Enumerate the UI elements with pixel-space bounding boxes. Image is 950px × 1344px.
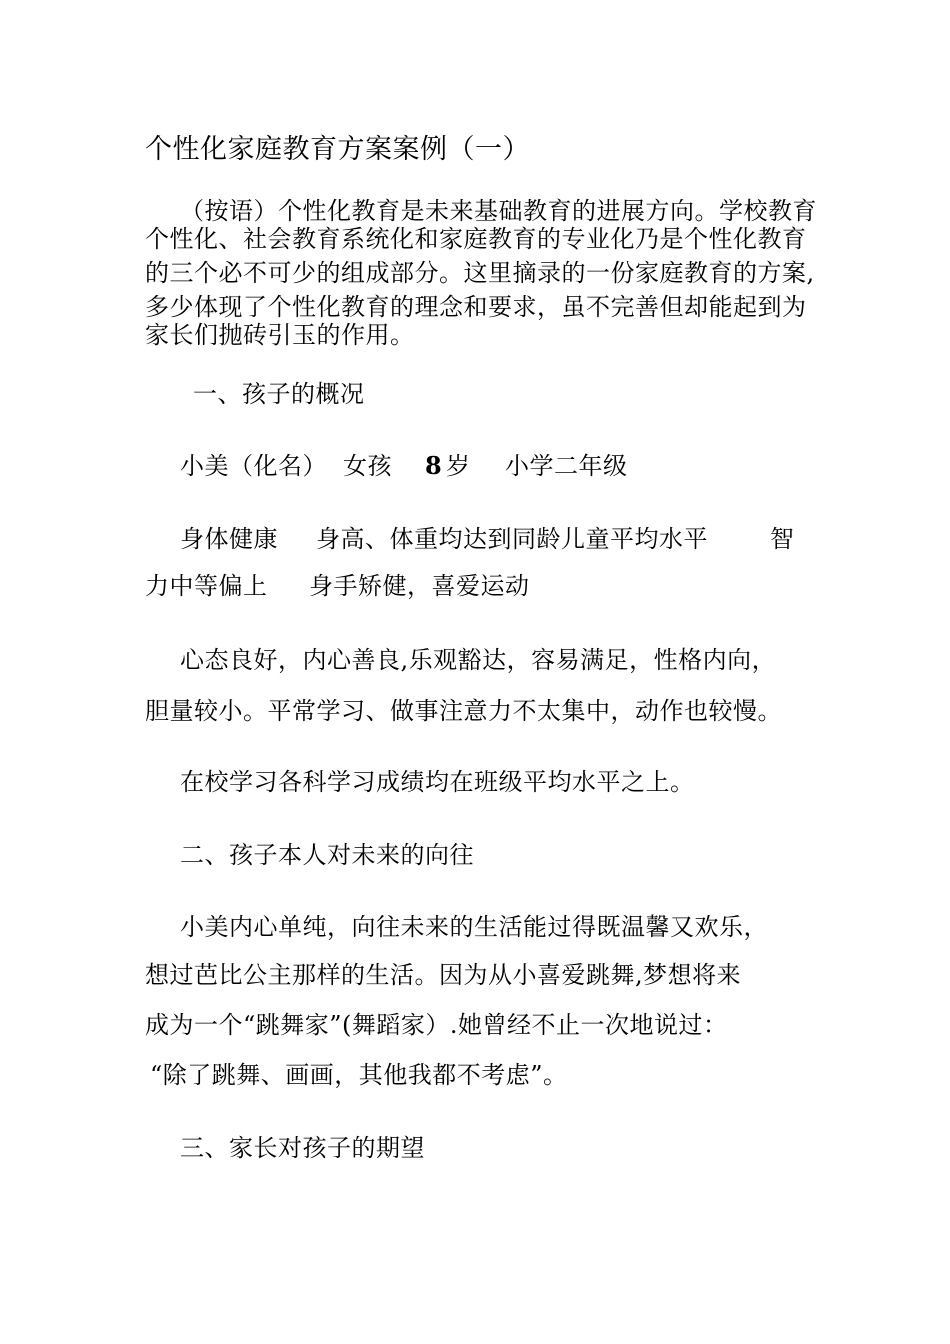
health-text: 身体健康 — [180, 525, 278, 553]
intro-line: 个性化、社会教育系统化和家庭教育的专业化乃是个性化教育 — [145, 225, 807, 253]
aspiration-line: “除了跳舞、画画，其他我都不考虑”。 — [150, 1061, 568, 1089]
info-age-number: 8 — [425, 451, 443, 480]
info-gender: 女孩 — [343, 452, 392, 480]
personality-line: 心态良好，内心善良,乐观豁达，容易满足，性格内向， — [180, 646, 777, 674]
health-text: 力中等偏上 — [145, 572, 268, 600]
health-text: 身高、体重均达到同龄儿童平均水平 — [316, 525, 708, 553]
health-text: 身手矫健，喜爱运动 — [309, 572, 530, 600]
intro-line: 多少体现了个性化教育的理念和要求，虽不完善但却能起到为 — [145, 293, 807, 321]
health-text: 智 — [770, 525, 795, 553]
section-heading-3: 三、家长对孩子的期望 — [180, 1134, 425, 1162]
personality-line: 胆量较小。平常学习、做事注意力不太集中，动作也较慢。 — [145, 697, 782, 725]
aspiration-line: 小美内心单纯，向往未来的生活能过得既温馨又欢乐， — [180, 913, 768, 941]
info-grade: 小学二年级 — [505, 452, 628, 480]
section-heading-1: 一、孩子的概况 — [193, 380, 365, 408]
document-title: 个性化家庭教育方案案例（一） — [145, 134, 530, 165]
info-name: 小美（化名） — [180, 452, 327, 480]
info-age-unit: 岁 — [446, 452, 471, 480]
intro-line: 的三个必不可少的组成部分。这里摘录的一份家庭教育的方案, — [145, 259, 815, 287]
intro-line: 家长们抛砖引玉的作用。 — [145, 321, 415, 349]
school-performance-line: 在校学习各科学习成绩均在班级平均水平之上。 — [180, 768, 695, 796]
section-heading-2: 二、孩子本人对未来的向往 — [180, 841, 474, 869]
aspiration-line: 成为一个“跳舞家”(舞蹈家）.她曾经不止一次地说过： — [145, 1011, 728, 1039]
intro-line: （按语）个性化教育是未来基础教育的进展方向。学校教育 — [180, 197, 817, 225]
aspiration-line: 想过芭比公主那样的生活。因为从小喜爱跳舞,梦想将来 — [145, 961, 742, 989]
